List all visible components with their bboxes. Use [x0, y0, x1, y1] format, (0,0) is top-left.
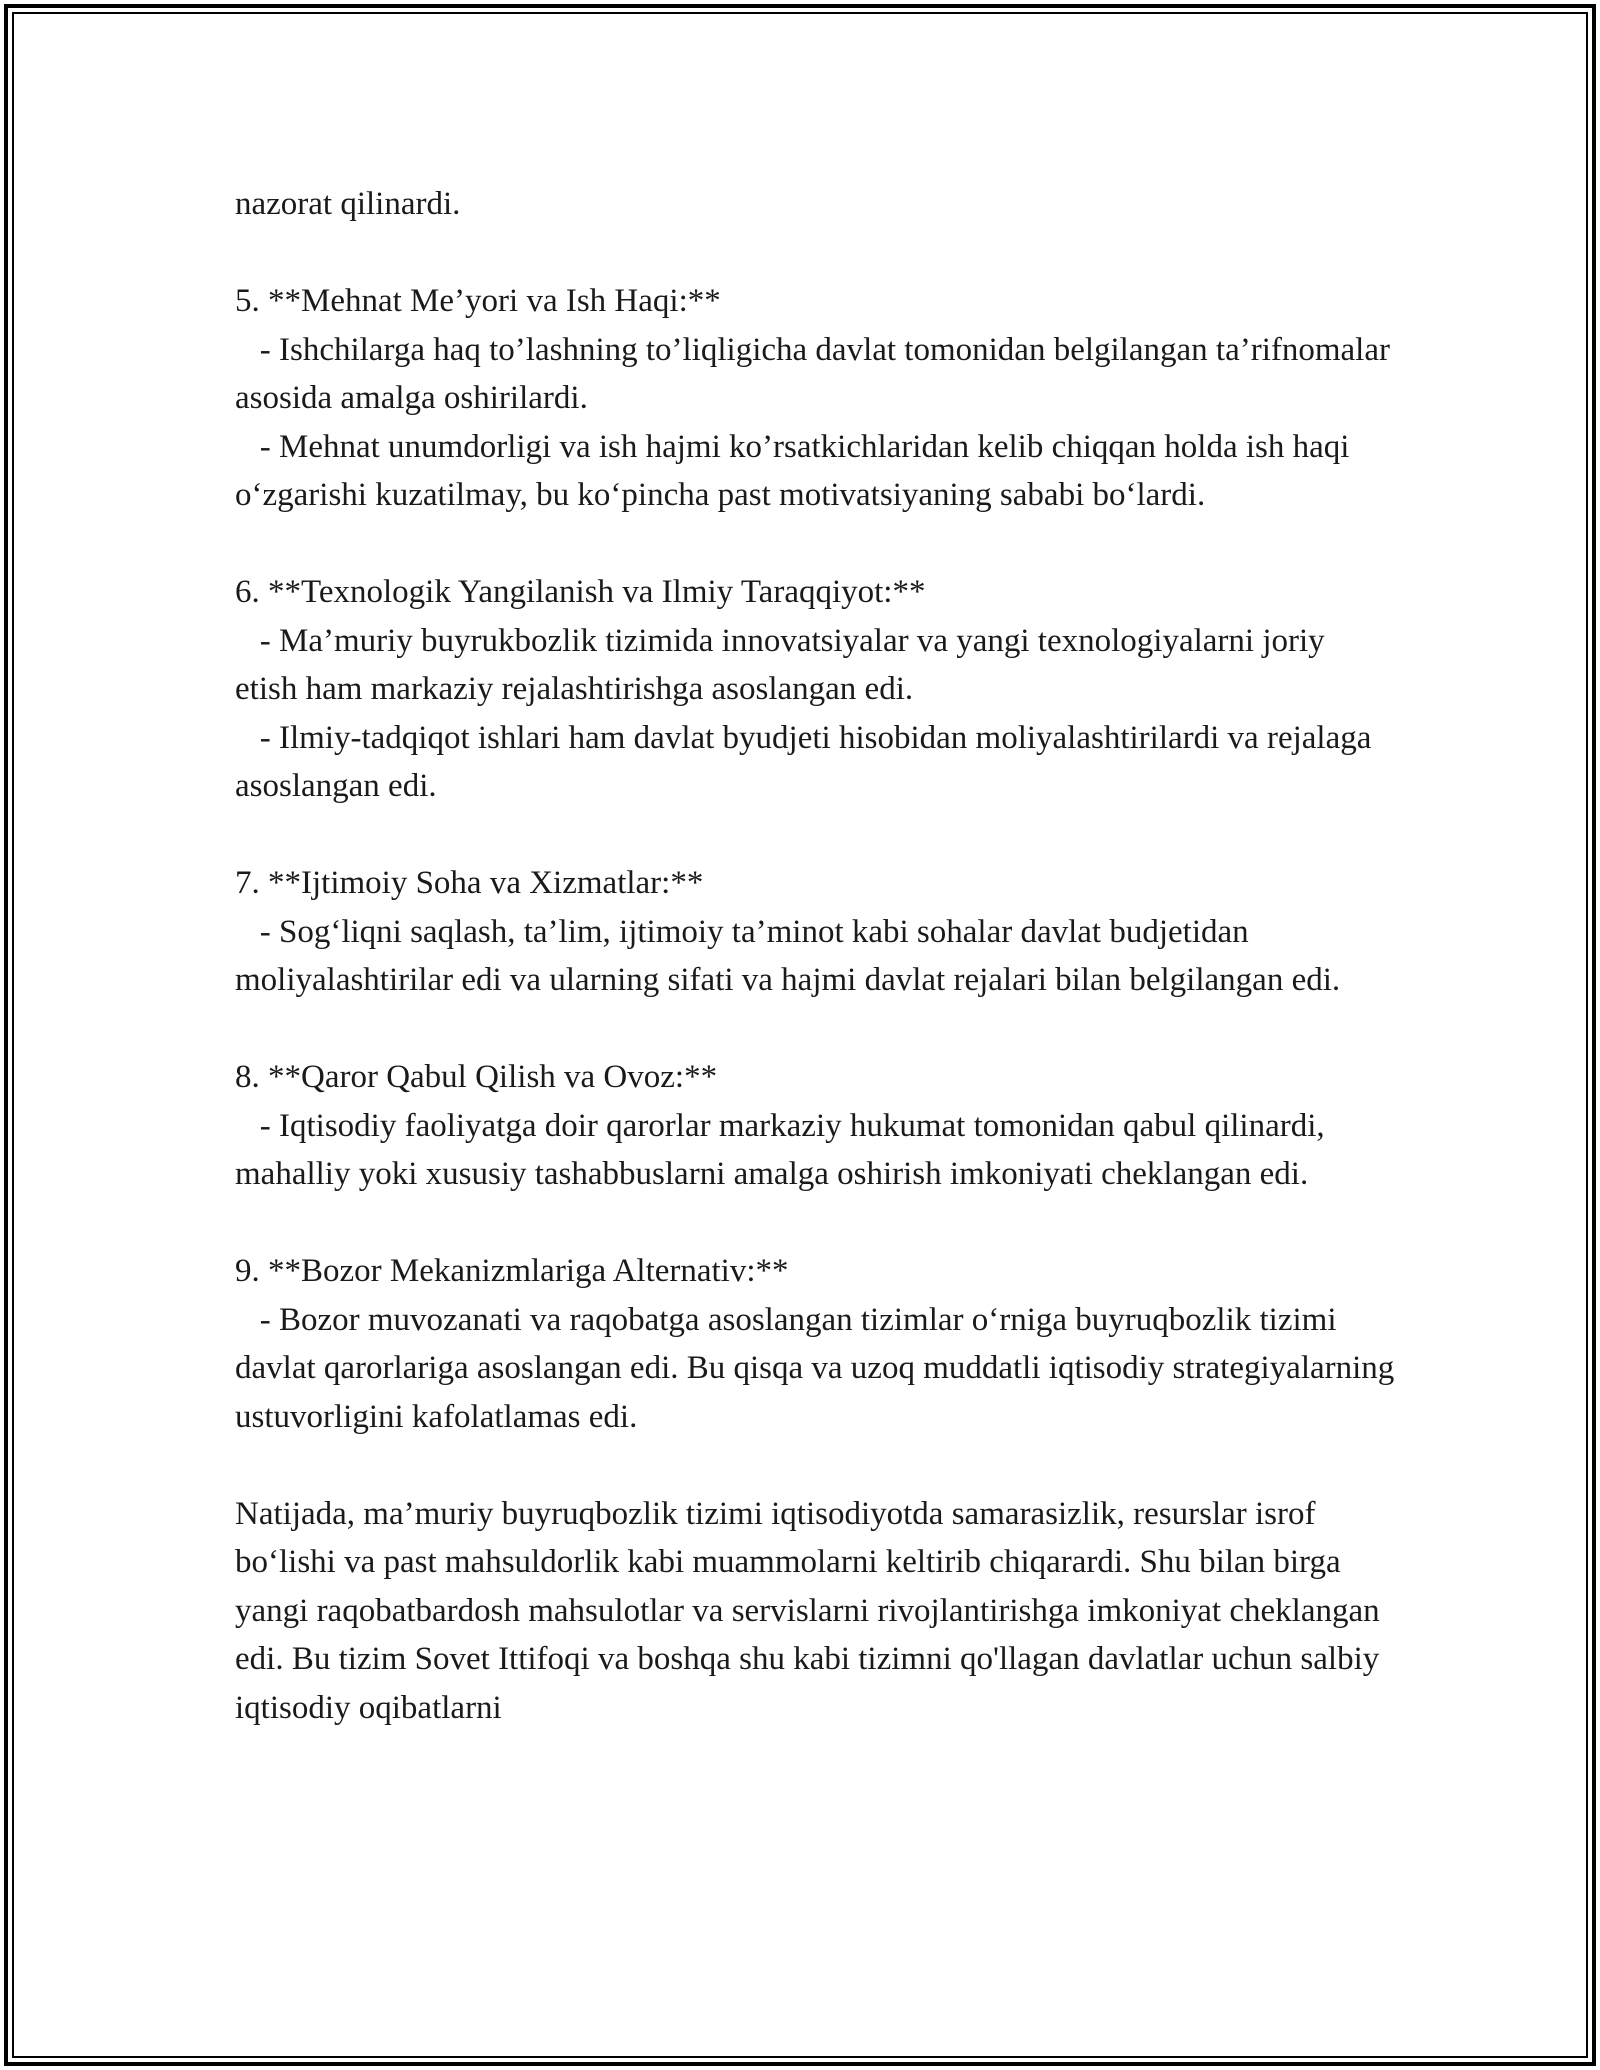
paragraph-gap: [235, 1005, 1395, 1054]
section-9: [235, 1247, 1403, 1441]
paragraph-gap: [235, 1441, 1395, 1490]
paragraph-gap: [235, 811, 1395, 860]
section-bullet: - Ilmiy-tadqiqot ishlari ham davlat byudjeti hisobidan moliyalashtirilardi va rejalaga asoslangan edi.: [235, 719, 1380, 804]
section-heading: 7. **Ijtimoiy Soha va Xizmatlar:**: [235, 865, 704, 901]
section-8: [235, 1053, 1395, 1199]
paragraph-gap: [235, 520, 1395, 569]
section-bullet: - Ishchilarga haq to’lashning to’liqligicha davlat tomonidan belgilangan ta’rifnomalar asosida amalga oshirilardi.: [235, 331, 1399, 416]
opening-line: nazorat qilinardi.: [235, 186, 461, 222]
section-heading: 9. **Bozor Mekanizmlariga Alternativ:**: [235, 1253, 789, 1289]
paragraph-gap: [235, 1199, 1395, 1248]
conclusion-paragraph: Natijada, ma’muriy buyruqbozlik tizimi iqtisodiyotda samarasizlik, resurslar isrof bo‘lishi va past mahsuldorlik kabi muammolarni keltirib chiqarardi. Shu bilan birga yangi raqobatbardosh mahsulotlar va servislarni rivojlantirishga imkoniyat cheklangan edi. Bu tizim Sovet Ittifoqi va boshqa shu kabi tizimni qo'llagan davlatlar uchun salbiy iqtisodiy oqibatlarni: [235, 1495, 1388, 1726]
section-heading: 8. **Qaror Qabul Qilish va Ovoz:**: [235, 1059, 718, 1095]
section-bullet: - Bozor muvozanati va raqobatga asoslangan tizimlar o‘rniga buyruqbozlik tizimi davlat qarorlariga asoslangan edi. Bu qisqa va uzoq muddatli iqtisodiy strategiyalarning ustuvorligini kafolatlamas edi.: [235, 1301, 1403, 1435]
section-bullet: - Mehnat unumdorligi va ish hajmi ko’rsatkichlaridan kelib chiqqan holda ish haqi o‘zgarishi kuzatilmay, bu ko‘pincha past motivatsiyaning sababi bo‘lardi.: [235, 428, 1358, 513]
section-6: [235, 568, 1395, 811]
section-heading: 6. **Texnologik Yangilanish va Ilmiy Taraqqiyot:**: [235, 574, 926, 610]
section-7: [235, 859, 1395, 1005]
section-bullet: - Sog‘liqni saqlash, ta’lim, ijtimoiy ta’minot kabi sohalar davlat budjetidan moliyalashtirilar edi va ularning sifati va hajmi davlat rejalari bilan belgilangan edi.: [235, 913, 1341, 998]
section-5: [235, 277, 1399, 520]
section-heading: 5. **Mehnat Me’yori va Ish Haqi:**: [235, 283, 721, 319]
section-bullet: - Ma’muriy buyrukbozlik tizimida innovatsiyalar va yangi texnologiyalarni joriy etish ham markaziy rejalashtirishga asoslangan edi.: [235, 622, 1333, 707]
section-bullet: - Iqtisodiy faoliyatga doir qarorlar markaziy hukumat tomonidan qabul qilinardi, mahalliy yoki xususiy tashabbuslarni amalga oshirish imkoniyati cheklangan edi.: [235, 1107, 1333, 1192]
document-body: [235, 180, 1403, 1732]
paragraph-gap: [235, 229, 1395, 278]
